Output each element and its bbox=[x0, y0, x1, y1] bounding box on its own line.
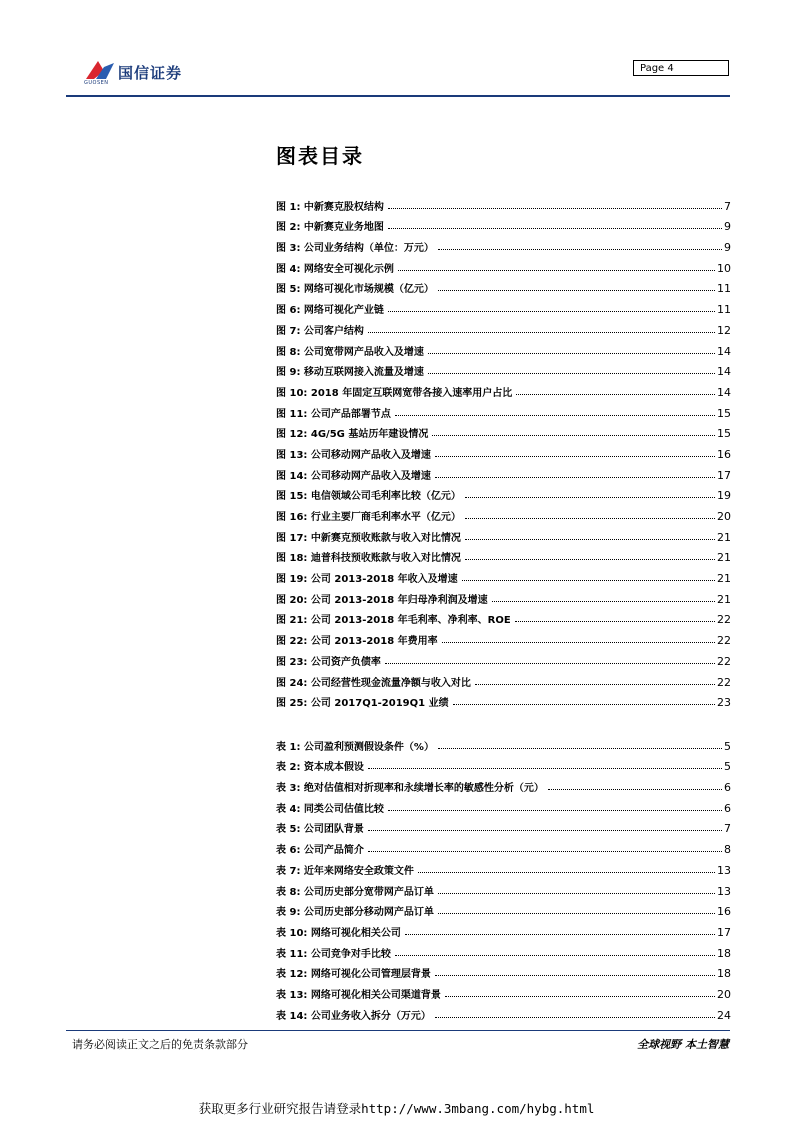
toc-entry[interactable] bbox=[276, 898, 731, 919]
toc-entry-page: 20 bbox=[717, 510, 731, 523]
toc-entry-label: 图 23: 公司资产负债率 bbox=[276, 653, 383, 668]
toc-entry-label: 图 15: 电信领域公司毛利率比较（亿元） bbox=[276, 487, 463, 502]
toc-entry-page: 13 bbox=[717, 884, 731, 898]
leader-dots bbox=[418, 872, 715, 873]
toc-entry-page: 13 bbox=[717, 863, 731, 877]
toc-entry[interactable] bbox=[276, 254, 731, 275]
toc-entry-label: 表 3: 绝对估值相对折现率和永续增长率的敏感性分析（元） bbox=[276, 779, 546, 794]
toc-entry-page: 15 bbox=[717, 406, 731, 420]
toc-entry-page: 9 bbox=[724, 241, 731, 255]
toc-entry-label: 表 10: 网络可视化相关公司 bbox=[276, 924, 403, 939]
toc-entry-label: 图 19: 公司 2013-2018 年收入及增速 bbox=[276, 570, 460, 585]
toc-entry[interactable] bbox=[276, 275, 731, 296]
toc-entry-page: 17 bbox=[717, 468, 731, 482]
toc-entry-label: 表 4: 同类公司估值比较 bbox=[276, 800, 386, 815]
toc-entry-label: 图 21: 公司 2013-2018 年毛利率、净利率、ROE bbox=[276, 611, 513, 626]
toc-entry-page: 18 bbox=[717, 946, 731, 960]
toc-entry-page: 17 bbox=[717, 925, 731, 939]
toc-entry[interactable] bbox=[276, 668, 731, 689]
toc-entry-label: 图 2: 中新赛克业务地图 bbox=[276, 218, 386, 233]
toc-entry[interactable] bbox=[276, 753, 731, 774]
toc-entry[interactable] bbox=[276, 482, 731, 503]
toc-entry[interactable] bbox=[276, 939, 731, 960]
toc-entry-label: 图 10: 2018 年固定互联网宽带各接入速率用户占比 bbox=[276, 384, 514, 399]
toc-entry[interactable] bbox=[276, 378, 731, 399]
toc-entry-page: 21 bbox=[717, 572, 731, 586]
toc-entry[interactable] bbox=[276, 564, 731, 585]
toc-entry[interactable] bbox=[276, 544, 731, 565]
figure-list bbox=[276, 192, 731, 709]
leader-dots bbox=[548, 789, 722, 790]
toc-entry[interactable] bbox=[276, 647, 731, 668]
toc-entry-label: 图 1: 中新赛克股权结构 bbox=[276, 198, 386, 213]
toc-entry-page: 24 bbox=[717, 1008, 731, 1022]
toc-entry-label: 图 7: 公司客户结构 bbox=[276, 322, 366, 337]
toc-entry-label: 表 11: 公司竞争对手比较 bbox=[276, 945, 393, 960]
leader-dots bbox=[388, 228, 722, 229]
toc-entry-label: 图 14: 公司移动网产品收入及增速 bbox=[276, 467, 433, 482]
leader-dots bbox=[453, 704, 715, 705]
page-title: 图表目录 bbox=[276, 144, 364, 168]
brand-name-en: GUOSEN bbox=[84, 80, 109, 86]
toc-entry-label: 图 5: 网络可视化市场规模（亿元） bbox=[276, 280, 436, 295]
leader-dots bbox=[465, 497, 715, 498]
leader-dots bbox=[405, 934, 715, 935]
toc-entry[interactable] bbox=[276, 606, 731, 627]
toc-entry-page: 12 bbox=[717, 323, 731, 337]
toc-entry-label: 表 8: 公司历史部分宽带网产品订单 bbox=[276, 883, 436, 898]
toc-entry-label: 图 18: 迪普科技预收账款与收入对比情况 bbox=[276, 549, 463, 564]
toc-entry-label: 图 8: 公司宽带网产品收入及增速 bbox=[276, 343, 426, 358]
toc-entry-label: 表 5: 公司团队背景 bbox=[276, 820, 366, 835]
toc-entry-label: 表 6: 公司产品简介 bbox=[276, 841, 366, 856]
toc-entry[interactable] bbox=[276, 502, 731, 523]
toc-entry-page: 23 bbox=[717, 696, 731, 710]
toc-entry-page: 21 bbox=[717, 551, 731, 565]
leader-dots bbox=[516, 394, 715, 395]
toc-entry-label: 图 22: 公司 2013-2018 年费用率 bbox=[276, 632, 440, 647]
leader-dots bbox=[388, 810, 722, 811]
leader-dots bbox=[462, 580, 715, 581]
toc-entry-page: 19 bbox=[717, 489, 731, 503]
toc-entry-label: 图 13: 公司移动网产品收入及增速 bbox=[276, 446, 433, 461]
toc-entry-label: 图 3: 公司业务结构（单位：万元） bbox=[276, 239, 436, 254]
leader-dots bbox=[438, 893, 715, 894]
leader-dots bbox=[445, 996, 715, 997]
toc-entry-label: 图 6: 网络可视化产业链 bbox=[276, 301, 386, 316]
leader-dots bbox=[435, 975, 715, 976]
slogan: 全球视野 本土智慧 bbox=[637, 1038, 729, 1051]
leader-dots bbox=[368, 830, 722, 831]
leader-dots bbox=[492, 601, 715, 602]
leader-dots bbox=[515, 621, 715, 622]
toc-entry[interactable] bbox=[276, 295, 731, 316]
toc-entry[interactable] bbox=[276, 815, 731, 836]
toc-entry-page: 16 bbox=[717, 905, 731, 919]
toc-entry-label: 图 16: 行业主要厂商毛利率水平（亿元） bbox=[276, 508, 463, 523]
toc-entry[interactable] bbox=[276, 960, 731, 981]
toc-entry-label: 图 9: 移动互联网接入流量及增速 bbox=[276, 363, 426, 378]
leader-dots bbox=[465, 559, 715, 560]
toc-entry-page: 7 bbox=[724, 822, 731, 836]
footer-divider bbox=[66, 1030, 730, 1031]
toc-entry[interactable] bbox=[276, 835, 731, 856]
toc-entry[interactable] bbox=[276, 399, 731, 420]
toc-entry[interactable] bbox=[276, 420, 731, 441]
toc-entry[interactable] bbox=[276, 358, 731, 379]
leader-dots bbox=[398, 270, 715, 271]
toc-entry-page: 10 bbox=[717, 261, 731, 275]
toc-entry-page: 8 bbox=[724, 843, 731, 857]
toc-entry[interactable] bbox=[276, 877, 731, 898]
toc-entry[interactable] bbox=[276, 1001, 731, 1022]
toc-entry-page: 15 bbox=[717, 427, 731, 441]
toc-entry-page: 22 bbox=[717, 634, 731, 648]
leader-dots bbox=[368, 851, 722, 852]
toc-entry-page: 9 bbox=[724, 220, 731, 234]
leader-dots bbox=[395, 955, 715, 956]
toc-entry-label: 图 25: 公司 2017Q1-2019Q1 业绩 bbox=[276, 694, 451, 709]
toc-entry[interactable] bbox=[276, 773, 731, 794]
toc-entry-label: 表 1: 公司盈利预测假设条件（%） bbox=[276, 738, 436, 753]
toc-entry-page: 22 bbox=[717, 613, 731, 627]
leader-dots bbox=[368, 768, 722, 769]
toc-entry-label: 图 11: 公司产品部署节点 bbox=[276, 405, 393, 420]
leader-dots bbox=[435, 477, 715, 478]
toc-entry[interactable] bbox=[276, 440, 731, 461]
toc-entry-label: 表 13: 网络可视化相关公司渠道背景 bbox=[276, 986, 443, 1001]
toc-entry[interactable] bbox=[276, 213, 731, 234]
toc-entry-page: 18 bbox=[717, 967, 731, 981]
leader-dots bbox=[388, 208, 722, 209]
leader-dots bbox=[435, 1017, 715, 1018]
promo-link[interactable]: 获取更多行业研究报告请登录http://www.3mbang.com/hybg.html bbox=[198, 1101, 595, 1116]
leader-dots bbox=[465, 539, 715, 540]
toc-entry[interactable] bbox=[276, 192, 731, 213]
toc-entry[interactable] bbox=[276, 523, 731, 544]
toc-entry[interactable] bbox=[276, 732, 731, 753]
toc-entry-page: 5 bbox=[724, 760, 731, 774]
leader-dots bbox=[395, 415, 715, 416]
leader-dots bbox=[465, 518, 715, 519]
toc-entry[interactable] bbox=[276, 689, 731, 710]
toc-entry-page: 11 bbox=[717, 282, 731, 296]
toc-entry[interactable] bbox=[276, 316, 731, 337]
toc-entry-page: 6 bbox=[724, 781, 731, 795]
header-divider bbox=[66, 95, 730, 97]
page-number-box: Page 4 bbox=[633, 60, 729, 76]
toc-entry-page: 21 bbox=[717, 592, 731, 606]
toc-entry-label: 表 2: 资本成本假设 bbox=[276, 758, 366, 773]
leader-dots bbox=[438, 748, 722, 749]
toc-entry-page: 20 bbox=[717, 987, 731, 1001]
toc-entry-page: 22 bbox=[717, 654, 731, 668]
toc-entry-label: 图 4: 网络安全可视化示例 bbox=[276, 260, 396, 275]
toc-entry-page: 7 bbox=[724, 199, 731, 213]
toc-entry[interactable] bbox=[276, 461, 731, 482]
toc-entry-page: 5 bbox=[724, 739, 731, 753]
toc-entry-page: 11 bbox=[717, 303, 731, 317]
leader-dots bbox=[428, 373, 715, 374]
leader-dots bbox=[435, 456, 715, 457]
toc-entry-page: 16 bbox=[717, 447, 731, 461]
toc-entry-page: 21 bbox=[717, 530, 731, 544]
leader-dots bbox=[438, 290, 715, 291]
toc-entry-page: 14 bbox=[717, 365, 731, 379]
toc-entry[interactable] bbox=[276, 794, 731, 815]
toc-entry-page: 22 bbox=[717, 675, 731, 689]
leader-dots bbox=[368, 332, 715, 333]
table-list bbox=[276, 732, 731, 1022]
brand-name: 国信证券 bbox=[118, 64, 183, 82]
toc-entry[interactable] bbox=[276, 337, 731, 358]
toc-entry-page: 14 bbox=[717, 344, 731, 358]
leader-dots bbox=[385, 663, 715, 664]
toc-entry-label: 图 24: 公司经营性现金流量净额与收入对比 bbox=[276, 674, 473, 689]
toc-entry-page: 14 bbox=[717, 385, 731, 399]
toc-entry-page: 6 bbox=[724, 801, 731, 815]
toc-entry[interactable] bbox=[276, 980, 731, 1001]
toc-entry-label: 图 17: 中新赛克预收账款与收入对比情况 bbox=[276, 529, 463, 544]
toc-entry[interactable] bbox=[276, 233, 731, 254]
toc-entry-label: 表 7: 近年来网络安全政策文件 bbox=[276, 862, 416, 877]
toc-entry-label: 表 12: 网络可视化公司管理层背景 bbox=[276, 965, 433, 980]
disclaimer-note: 请务必阅读正文之后的免责条款部分 bbox=[72, 1038, 248, 1051]
leader-dots bbox=[475, 684, 715, 685]
leader-dots bbox=[428, 353, 715, 354]
leader-dots bbox=[438, 913, 715, 914]
toc-entry-label: 图 12: 4G/5G 基站历年建设情况 bbox=[276, 425, 430, 440]
toc-entry[interactable] bbox=[276, 626, 731, 647]
toc-entry-label: 表 9: 公司历史部分移动网产品订单 bbox=[276, 903, 436, 918]
toc-entry-label: 图 20: 公司 2013-2018 年归母净利润及增速 bbox=[276, 591, 490, 606]
toc-entry[interactable] bbox=[276, 585, 731, 606]
leader-dots bbox=[432, 435, 715, 436]
leader-dots bbox=[388, 311, 715, 312]
toc-entry[interactable] bbox=[276, 856, 731, 877]
toc-entry-label: 表 14: 公司业务收入拆分（万元） bbox=[276, 1007, 433, 1022]
toc-entry[interactable] bbox=[276, 918, 731, 939]
leader-dots bbox=[442, 642, 715, 643]
leader-dots bbox=[438, 249, 722, 250]
